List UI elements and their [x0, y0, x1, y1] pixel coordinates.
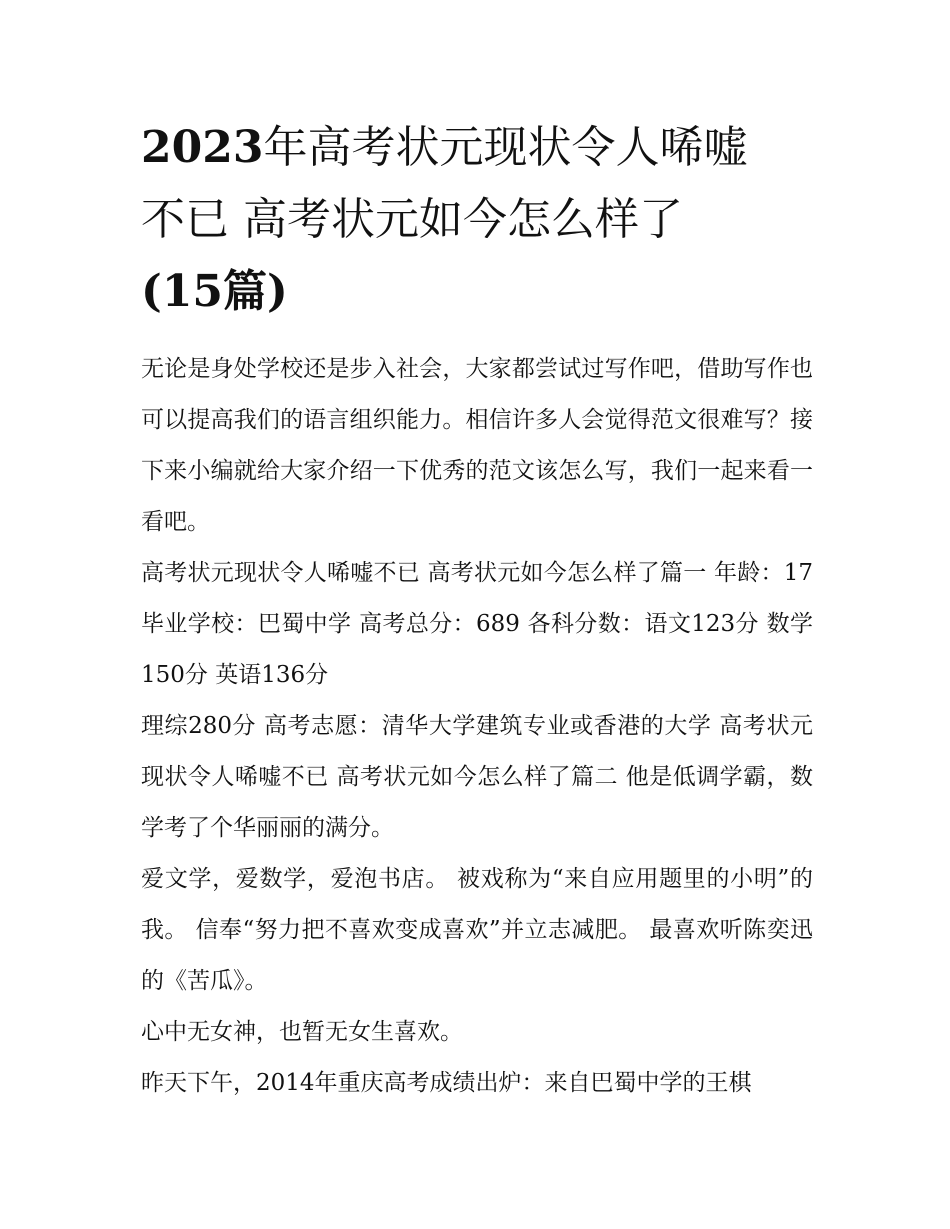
- paragraph-hobbies: 爱文学，爱数学，爱泡书店。 被戏称为“来自应用题里的小明”的我。 信奉“努力把不喜欢变成喜欢”并立志减肥。 最喜欢听陈奕迅的《苦瓜》。: [141, 866, 813, 994]
- title-year: 2023: [141, 122, 264, 173]
- document-page: [141, 112, 813, 1109]
- paragraph-news: 昨天下午，2014年重庆高考成绩出炉：来自巴蜀中学的王棋: [141, 1070, 752, 1096]
- paragraph-goddess: 心中无女神，也暂无女生喜欢。: [141, 1019, 463, 1045]
- paragraph-profile: 高考状元现状令人唏嘘不已 高考状元如今怎么样了篇一 年龄：17 毕业学校：巴蜀中学 高考总分：689 各科分数：语文123分 数学150分 英语136分: [141, 560, 813, 688]
- document-body: [141, 344, 813, 1109]
- title-line3: (15篇): [141, 266, 288, 317]
- paragraph-scores: 理综280分 高考志愿：清华大学建筑专业或香港的大学 高考状元现状令人唏嘘不已 高考状元如今怎么样了篇二 他是低调学霸，数学考了个华丽丽的满分。: [141, 713, 813, 841]
- title-line2: 不已 高考状元如今怎么样了: [141, 194, 683, 245]
- document-title: [141, 112, 813, 328]
- paragraph-intro: 无论是身处学校还是步入社会，大家都尝试过写作吧，借助写作也可以提高我们的语言组织能力。相信许多人会觉得范文很难写？接下来小编就给大家介绍一下优秀的范文该怎么写，我们一起来看一看吧。: [141, 356, 813, 535]
- title-line1: 年高考状元现状令人唏嘘: [263, 122, 748, 173]
